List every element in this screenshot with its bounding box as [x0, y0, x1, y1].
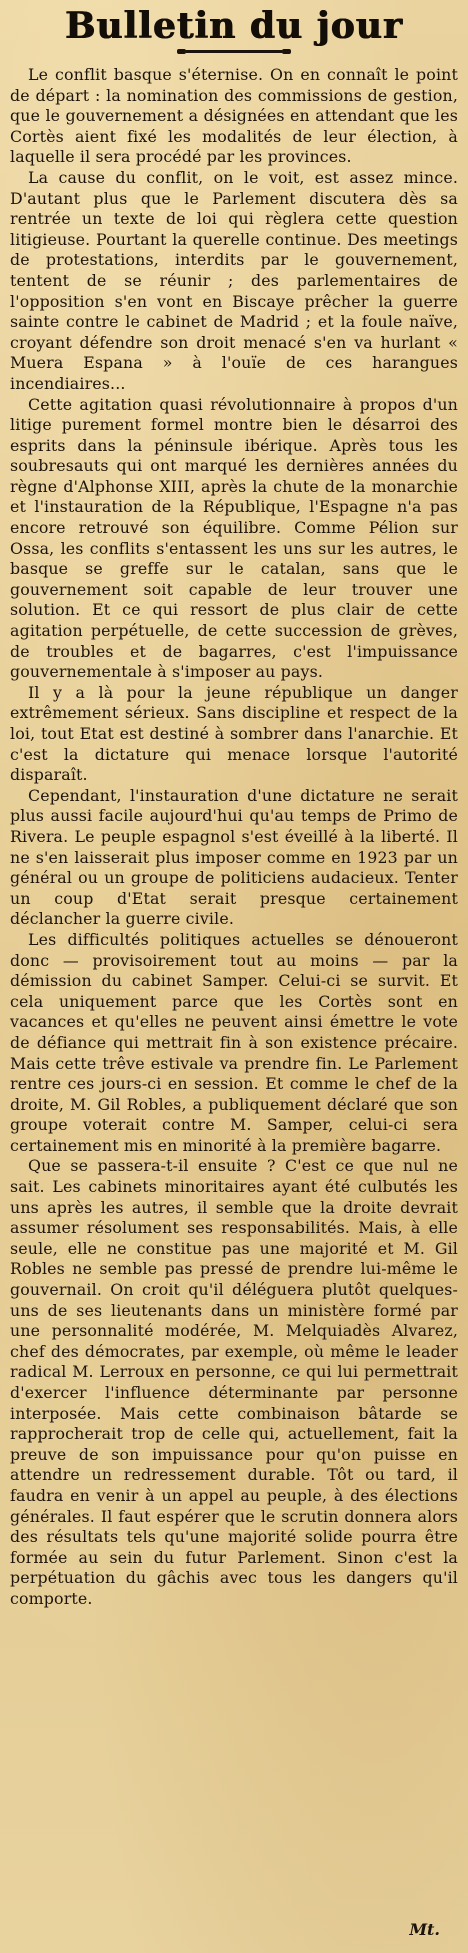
article-body [10, 65, 458, 1610]
article-headline: Bulletin du jour [65, 5, 403, 47]
article-paragraph-7: Que se passera-t-il ensuite ? C'est ce que nul ne sait. Les cabinets minoritaires ayant été culbutés les uns après les autres, il semble que la droite devrait assumer résolument ses responsabilités. Mais, à elle seule, elle ne constitue pas une majorité et M. Gil Robles ne semble pas pressé de prendre lui-même le gouvernail. On croit qu'il déléguera plutôt quelques-uns de ses lieutenants dans un ministère formé par une personnalité modérée, M. Melquiadès Alvarez, chef des démocrates, par exemple, où même le leader radical M. Lerroux en personne, ce qui lui permettrait d'exercer l'influence déterminante par personne interposée. Mais cette combinaison bâtarde se rapprocherait trop de celle qui, actuellement, fait la preuve de son impuissance pour qu'on puisse en attendre un redressement durable. Tôt ou tard, il faudra en venir à un appel au peuple, à des élections générales. Il faut espérer que le scrutin donnera alors des résultats tels qu'une majorité solide pourra être formée au sein du futur Parlement. Sinon c'est la perpétuation du gâchis avec tous les dangers qu'il comporte. [10, 1156, 458, 1608]
article-paragraph-6: Les difficultés politiques actuelles se dénoueront donc — provisoirement tout au moins — par la démission du cabinet Samper. Celui-ci se survit. Et cela uniquement parce que les Cortès sont en vacances et qu'elles ne peuvent ainsi émettre le vote de défiance qui mettrait fin à son existence précaire. Mais cette trêve estivale va prendre fin. Le Parlement rentre ces jours-ci en session. Et comme le chef de la droite, M. Gil Robles, a publiquement déclaré que son groupe voterait contre M. Samper, celui-ci sera certainement mis en minorité à la première bagarre. [10, 929, 458, 1155]
article-paragraph-4: Il y a là pour la jeune république un danger extrêmement sérieux. Sans discipline et respect de la loi, tout Etat est destiné à sombrer dans l'anarchie. Et c'est la dictature qui menace lorsque l'autorité disparaît. [10, 682, 458, 785]
article-paragraph-5: Cependant, l'instauration d'une dictature ne serait plus aussi facile aujourd'hui qu'au temps de Primo de Rivera. Le peuple espagnol s'est éveillé à la liberté. Il ne s'en laisserait plus imposer comme en 1923 par un général ou un groupe de politiciens audacieux. Tenter un coup d'Etat serait presque certainement déclancher la guerre civile. [10, 785, 458, 929]
article-paragraph-3: Cette agitation quasi révolutionnaire à propos d'un litige purement formel montre bien le désarroi des esprits dans la péninsule ibérique. Après tous les soubresauts qui ont marqué les dernières années du règne d'Alphonse XIII, après la chute de la monarchie et l'instauration de la République, l'Espagne n'a pas encore retrouvé son équilibre. Comme Pélion sur Ossa, les conflits s'entassent les uns sur les autres, le basque se greffe sur le catalan, sans que le gouvernement soit capable de leur trouver une solution. Et ce qui ressort de plus clair de cette agitation perpétuelle, de cette succession de grèves, de troubles et de bagarres, c'est l'impuissance gouvernementale à s'imposer au pays. [10, 394, 458, 682]
headline-rule-ornament [186, 50, 282, 53]
article-paragraph-1: Le conflit basque s'éternise. On en connaît le point de départ : la nomination des commissions de gestion, que le gouvernement a désignées en attendant que les Cortès aient fixé les modalités de leur élection, à laquelle il sera procédé par les provinces. [10, 65, 458, 167]
author-signature: Mt. [409, 1920, 440, 1939]
article-paragraph-2: La cause du conflit, on le voit, est assez mince. D'autant plus que le Parlement discutera dès sa rentrée un texte de loi qui règlera cette question litigieuse. Pourtant la querelle continue. Des meetings de protestations, interdits par le gouvernement, tentent de se réunir ; des parlementaires de l'opposition s'en vont en Biscaye prêcher la guerre sainte contre le cabinet de Madrid ; et la foule naïve, croyant défendre son droit menacé s'en va hurlant « Muera Espana » à l'ouïe de ces harangues incendiaires... [10, 167, 458, 393]
